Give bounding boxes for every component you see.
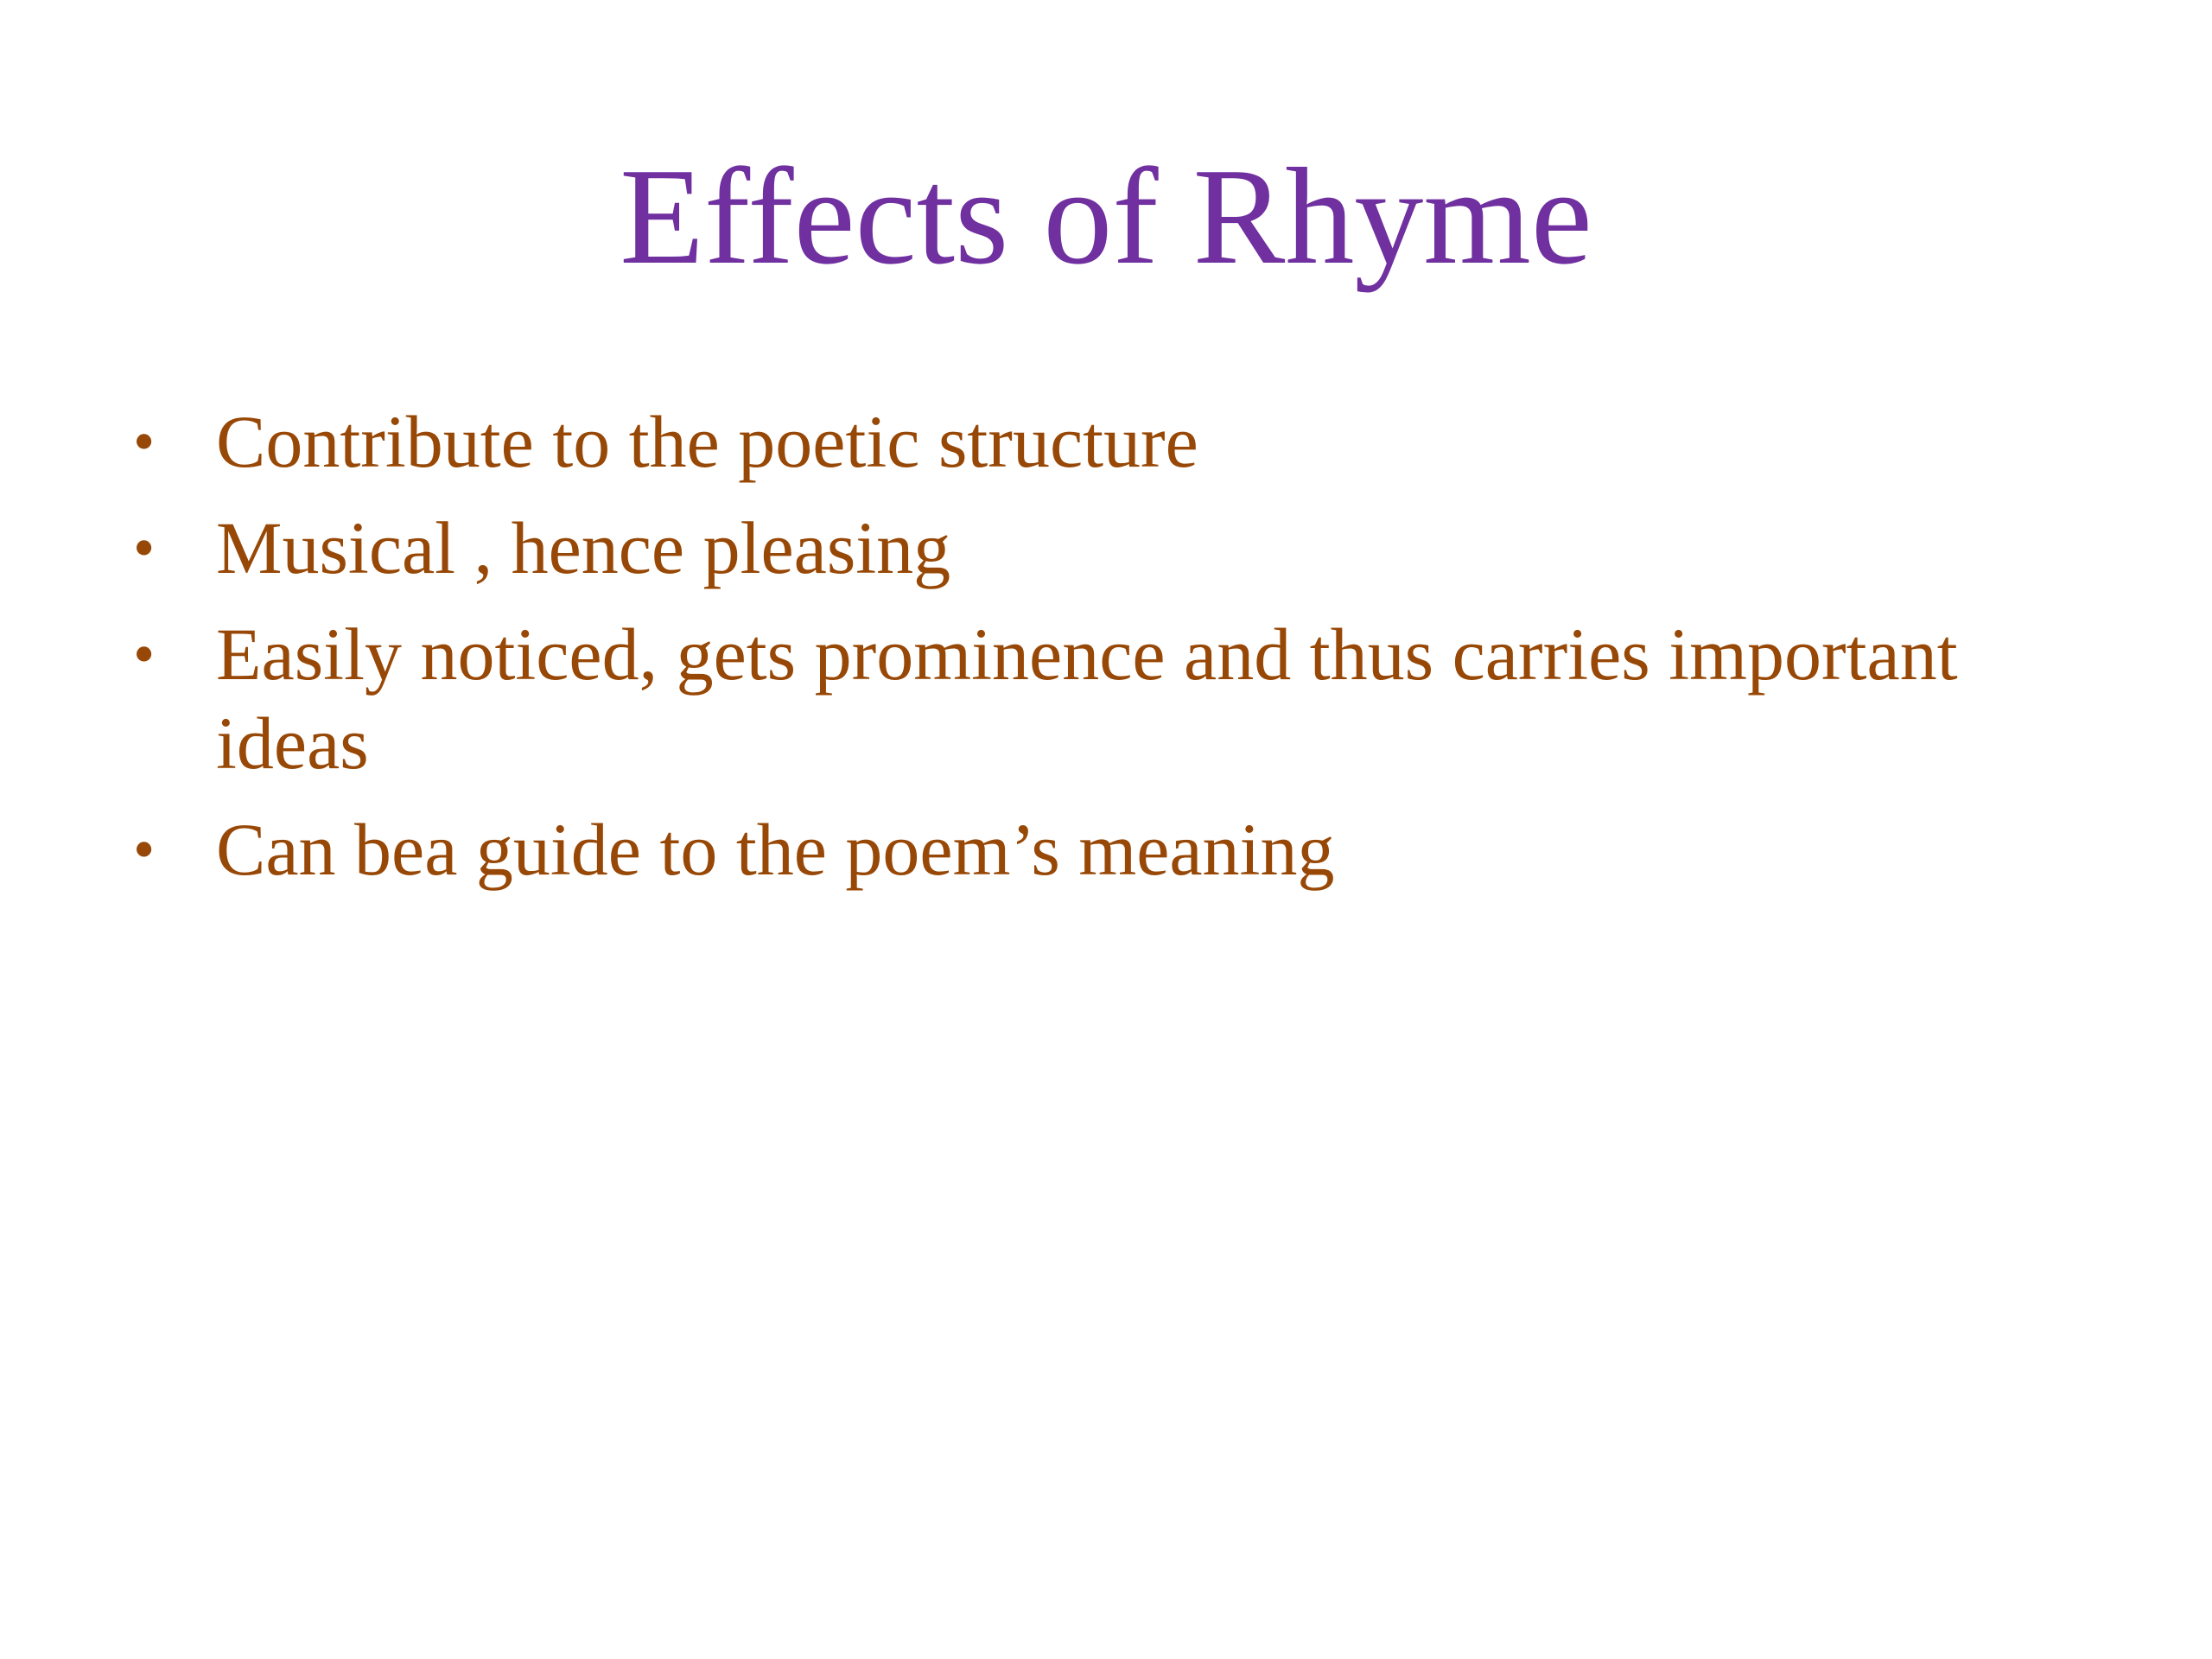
- list-item: [121, 805, 2091, 894]
- bullet-dot-icon: •: [133, 815, 156, 884]
- slide-title: Effects of Rhyme: [620, 139, 1592, 293]
- list-item: [121, 610, 2091, 788]
- bullet-dot-icon: •: [133, 407, 156, 476]
- list-item-text: Easily noticed, gets prominence and thus carries important ideas: [216, 613, 1958, 785]
- list-item: [121, 397, 2091, 486]
- list-item-text: Can bea guide to the poem’s meaning: [216, 808, 1335, 891]
- bullet-dot-icon: •: [133, 620, 156, 689]
- list-item: [121, 504, 2091, 593]
- list-item-text: Contribute to the poetic structure: [216, 400, 1198, 483]
- bullet-dot-icon: •: [133, 513, 156, 582]
- list-item-text: Musical , hence pleasing: [216, 506, 951, 589]
- bullet-list: [121, 397, 2091, 912]
